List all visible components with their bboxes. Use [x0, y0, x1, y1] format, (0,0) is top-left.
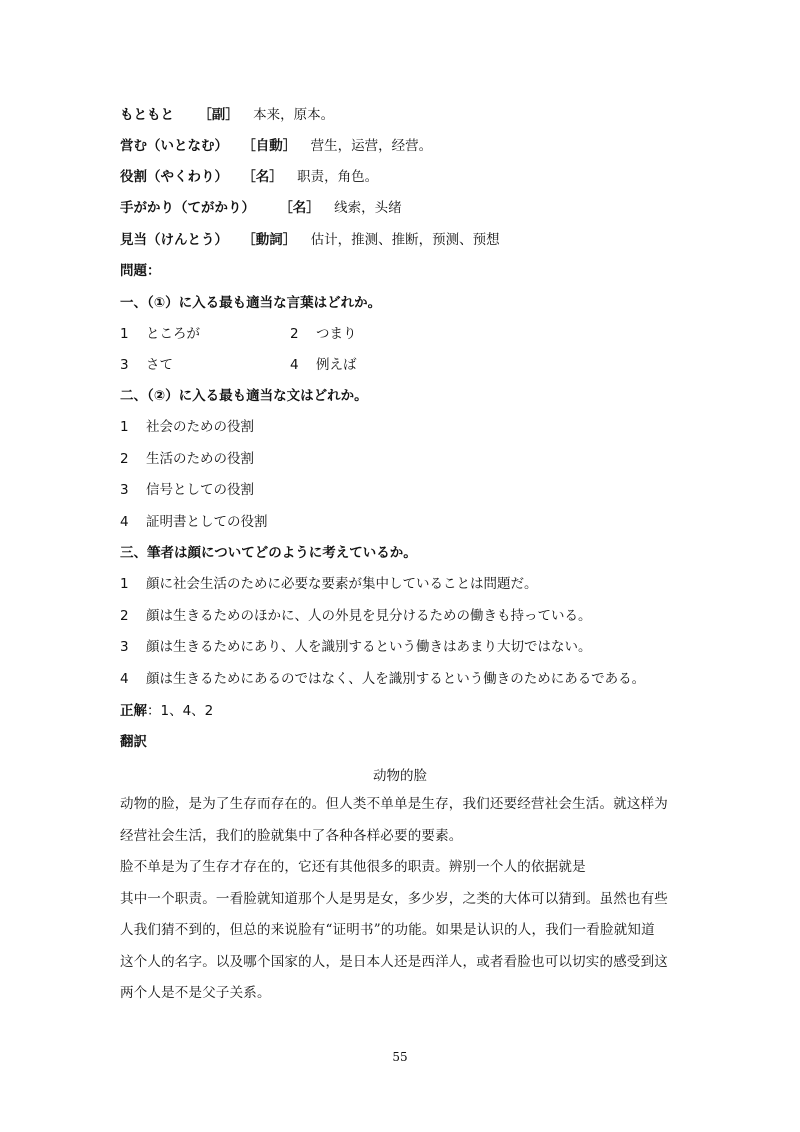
option-text: 信号としての役割 — [146, 482, 254, 498]
option-number: 3 — [120, 639, 129, 655]
option-text: 顔に社会生活のために必要な要素が集中していることは問題だ。 — [146, 576, 538, 592]
vocab-entry — [120, 168, 378, 186]
answer-line — [120, 702, 213, 720]
option-text: 社会のための役割 — [146, 419, 254, 435]
translation-line: 经营社会生活，我们的脸就集中了各种各样必要的要素。 — [120, 828, 463, 844]
vocab-entry — [120, 106, 334, 124]
vocab-meaning: 职责，角色。 — [297, 169, 379, 185]
translation-line: 其中一个职责。一看脸就知道那个人是男是女，多少岁，之类的大体可以猜到。虽然也有些 — [120, 891, 668, 907]
option-text: 証明書としての役割 — [146, 514, 268, 530]
question-1-options-row — [120, 325, 357, 343]
translation-line: 这个人的名字。以及哪个国家的人，是日本人还是西洋人，或者看脸也可以切实的感受到这 — [120, 954, 668, 970]
translation-line: 两个人是不是父子关系。 — [120, 985, 271, 1001]
translation-line: 动物的脸，是为了生存而存在的。但人类不单单是生存，我们还要经营社会生活。就这样为 — [120, 796, 668, 812]
answer-value: ：1、4、2 — [147, 703, 214, 719]
translation-line: 脸不单是为了生存才存在的，它还有其他很多的职责。辨别一个人的依据就是 — [120, 859, 586, 875]
option-number: 2 — [120, 608, 129, 624]
option-text: 顔は生きるためにあるのではなく、人を識別するという働きのためにあるである。 — [146, 671, 646, 687]
option-number: 1 — [120, 576, 129, 592]
option-text: 生活のための役割 — [146, 451, 254, 467]
option-text: 顔は生きるためのほかに、人の外見を見分けるための働きも持っている。 — [146, 608, 592, 624]
question-3-prompt: 三、筆者は顔についてどのように考えているか。 — [120, 545, 417, 561]
option-number: 4 — [120, 671, 129, 687]
vocab-meaning: 营生，运营，经营。 — [310, 138, 433, 154]
question-2-option — [120, 481, 254, 499]
vocab-entry — [120, 231, 500, 249]
option-text: 例えば — [316, 357, 357, 373]
option-number: 2 — [120, 451, 129, 467]
option-text: さて — [146, 357, 173, 373]
option-text: ところが — [146, 326, 200, 342]
vocab-word: 役割（やくわり） — [120, 169, 228, 185]
option-number: 1 — [120, 419, 129, 435]
question-3-option — [120, 638, 592, 656]
option-text: つまり — [316, 326, 357, 342]
vocab-pos: ［名］ — [242, 169, 283, 185]
option-number: 4 — [120, 514, 129, 530]
question-2-option — [120, 450, 254, 468]
question-2-option — [120, 513, 268, 531]
vocab-entry — [120, 199, 402, 217]
question-3-option — [120, 607, 592, 625]
vocab-pos: ［名］ — [279, 200, 320, 216]
vocab-entry — [120, 137, 432, 155]
vocab-word: もともと — [120, 107, 174, 123]
vocab-meaning: 线索，头绪 — [334, 200, 402, 216]
vocab-meaning: 本来，原本。 — [253, 107, 335, 123]
option-number: 4 — [290, 357, 299, 373]
vocab-word: 営む（いとなむ） — [120, 138, 228, 154]
vocab-word: 見当（けんとう） — [120, 232, 228, 248]
vocab-pos: ［副］ — [198, 107, 239, 123]
questions-heading: 問題： — [120, 263, 161, 279]
vocab-word: 手がかり（てがかり） — [120, 200, 255, 216]
page-number: 55 — [392, 1050, 408, 1064]
question-3-option — [120, 670, 645, 688]
option-number: 2 — [290, 326, 299, 342]
question-2-prompt: 二、（②）に入る最も適当な文はどれか。 — [120, 388, 368, 404]
question-1-prompt: 一、（①）に入る最も適当な言葉はどれか。 — [120, 295, 382, 311]
vocab-pos: ［動詞］ — [242, 232, 297, 248]
answer-label: 正解 — [120, 703, 147, 719]
translation-title: 动物的脸 — [373, 768, 427, 784]
option-text: 顔は生きるためにあり、人を識別するという働きはあまり大切ではない。 — [146, 639, 592, 655]
question-1-options-row — [120, 356, 357, 374]
option-number: 1 — [120, 326, 129, 342]
vocab-pos: ［自動］ — [242, 138, 297, 154]
translation-line: 人我们猜不到的，但总的来说脸有“证明书”的功能。如果是认识的人，我们一看脸就知道 — [120, 922, 655, 938]
translation-heading: 翻訳 — [120, 734, 147, 750]
question-2-option — [120, 418, 254, 436]
vocab-meaning: 估计，推测、推断，预测、预想 — [310, 232, 500, 248]
option-number: 3 — [120, 482, 129, 498]
question-3-option — [120, 575, 538, 593]
option-number: 3 — [120, 357, 129, 373]
